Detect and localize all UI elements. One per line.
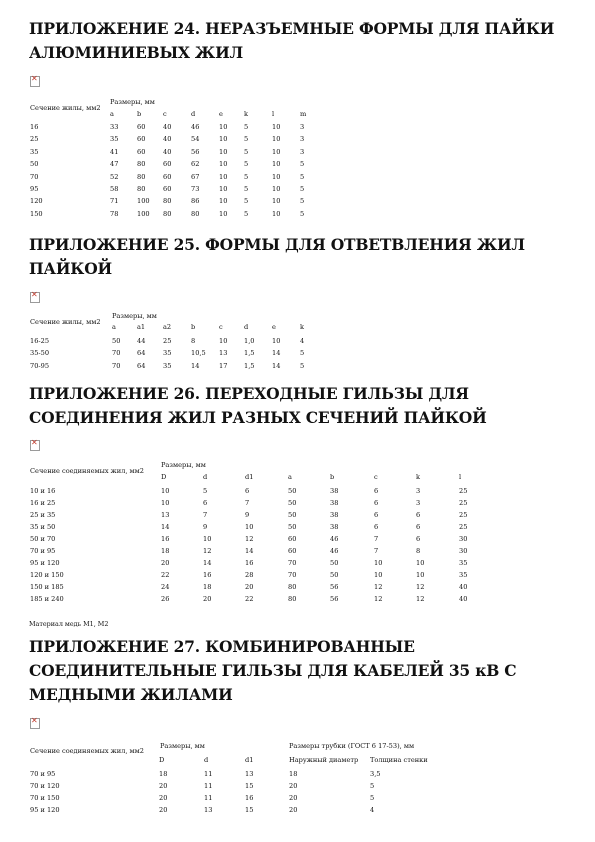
table-cell: 1,0 bbox=[244, 337, 255, 345]
table-cell: 13 bbox=[219, 349, 228, 358]
table-cell: 18 bbox=[289, 770, 298, 778]
table-column-header: d bbox=[244, 323, 249, 331]
table-cell: 10 bbox=[374, 559, 383, 567]
table-cell: 6 bbox=[374, 523, 379, 531]
table-cell: 80 bbox=[288, 595, 297, 603]
table-cell: 78 bbox=[110, 209, 119, 218]
table-cell: 24 bbox=[161, 583, 170, 591]
table-group-header: Размеры, мм bbox=[161, 461, 206, 469]
table-column-header: k bbox=[416, 473, 420, 481]
table-cell: 52 bbox=[110, 172, 119, 181]
table-cell: 40 bbox=[163, 135, 172, 144]
table-cell: 10 bbox=[272, 147, 281, 156]
table-cell: 38 bbox=[330, 499, 339, 507]
table-cell: 80 bbox=[137, 160, 146, 169]
table-column-header: m bbox=[300, 110, 307, 118]
table-group-header: Размеры трубки (ГОСТ 6 17-53), мм bbox=[289, 742, 415, 750]
table-cell: 35 bbox=[163, 361, 172, 370]
table-cell: 18 bbox=[203, 583, 212, 591]
table-cell: 50 bbox=[330, 559, 339, 567]
table-group-header: Размеры, мм bbox=[110, 98, 155, 106]
table-cell: 30 bbox=[459, 547, 468, 555]
table-row-label: 95 и 120 bbox=[30, 559, 60, 567]
table-cell: 60 bbox=[163, 160, 172, 169]
table-cell: 10 bbox=[374, 571, 383, 579]
table-cell: 35 bbox=[110, 135, 119, 144]
table-cell: 15 bbox=[245, 806, 254, 814]
table-cell: 20 bbox=[289, 794, 298, 802]
table-row-label: 16-25 bbox=[30, 337, 50, 345]
table-cell: 5 bbox=[244, 185, 249, 193]
table-column-header: a bbox=[112, 323, 116, 331]
table-cell: 12 bbox=[245, 535, 254, 543]
broken-image-icon bbox=[30, 76, 40, 87]
table-cell: 70 bbox=[112, 349, 121, 358]
table-cell: 70 bbox=[112, 361, 121, 370]
section-heading: ПАЙКОЙ bbox=[29, 259, 112, 278]
table-cell: 25 bbox=[163, 337, 172, 345]
table-column-header: l bbox=[459, 473, 462, 481]
table-cell: 11 bbox=[204, 782, 213, 790]
table-row-label: 150 bbox=[30, 209, 43, 218]
table-row-label-header: Сечение жилы, мм2 bbox=[30, 318, 101, 326]
table-cell: 38 bbox=[330, 511, 339, 519]
table-cell: 25 bbox=[459, 511, 468, 519]
broken-image-icon bbox=[30, 292, 40, 303]
table-cell: 5 bbox=[300, 160, 305, 169]
table-cell: 25 bbox=[459, 487, 468, 495]
broken-image-icon bbox=[30, 440, 40, 451]
table-column-header: a1 bbox=[137, 323, 146, 331]
table-cell: 10 bbox=[219, 172, 228, 181]
table-cell: 60 bbox=[288, 535, 297, 543]
table-cell: 9 bbox=[203, 523, 208, 531]
table-cell: 5 bbox=[244, 160, 249, 169]
table-group-header: Размеры, мм bbox=[160, 742, 205, 750]
table-cell: 5 bbox=[300, 209, 305, 218]
table-cell: 58 bbox=[110, 185, 119, 193]
table-cell: 10 bbox=[219, 337, 228, 345]
table-cell: 80 bbox=[163, 209, 172, 218]
table-cell: 16 bbox=[203, 571, 212, 579]
table-row-label-header: Сечение соединяемых жил, мм2 bbox=[30, 747, 144, 755]
table-cell: 10 bbox=[272, 172, 281, 181]
table-cell: 70 bbox=[288, 559, 297, 567]
table-cell: 5 bbox=[244, 172, 249, 181]
table-cell: 5 bbox=[370, 782, 375, 790]
table-cell: 41 bbox=[110, 147, 119, 156]
table-cell: 12 bbox=[374, 595, 383, 603]
table-cell: 5 bbox=[300, 185, 305, 193]
table-column-header: c bbox=[374, 473, 378, 481]
table-column-header: Наружный диаметр bbox=[289, 756, 359, 764]
table-column-header: k bbox=[244, 110, 248, 118]
table-cell: 35 bbox=[459, 571, 468, 579]
table-cell: 5 bbox=[244, 197, 249, 206]
table-cell: 5 bbox=[244, 135, 249, 144]
table-cell: 3 bbox=[416, 499, 421, 507]
table-column-header: e bbox=[272, 323, 276, 331]
table-cell: 4 bbox=[300, 337, 305, 345]
table-cell: 11 bbox=[204, 794, 213, 802]
table-cell: 14 bbox=[203, 559, 212, 567]
table-column-header: b bbox=[137, 110, 142, 118]
table-cell: 50 bbox=[330, 571, 339, 579]
table-cell: 10,5 bbox=[191, 349, 206, 358]
table-cell: 10 bbox=[416, 571, 425, 579]
table-cell: 33 bbox=[110, 123, 119, 131]
table-cell: 12 bbox=[416, 583, 425, 591]
table-column-header: D bbox=[159, 756, 165, 764]
table-cell: 60 bbox=[288, 547, 297, 555]
table-row-label: 10 и 16 bbox=[30, 487, 56, 495]
table-cell: 5 bbox=[203, 487, 208, 495]
table-cell: 10 bbox=[219, 209, 228, 218]
table-row-label: 35 и 50 bbox=[30, 523, 56, 531]
table-row-label: 35-50 bbox=[30, 349, 50, 358]
table-cell: 10 bbox=[272, 337, 281, 345]
table-cell: 38 bbox=[330, 523, 339, 531]
table-row-label: 70 и 95 bbox=[30, 770, 56, 778]
table-cell: 100 bbox=[137, 209, 150, 218]
table-column-header: d1 bbox=[245, 756, 254, 764]
table-column-header: D bbox=[161, 473, 167, 481]
table-cell: 56 bbox=[330, 595, 339, 603]
table-cell: 13 bbox=[204, 806, 213, 814]
table-cell: 60 bbox=[137, 123, 146, 131]
table-cell: 12 bbox=[374, 583, 383, 591]
table-row-label: 25 bbox=[30, 135, 39, 144]
table-cell: 38 bbox=[330, 487, 339, 495]
table-cell: 50 bbox=[288, 499, 297, 507]
table-cell: 16 bbox=[161, 535, 170, 543]
table-cell: 17 bbox=[219, 361, 228, 370]
table-row-label: 35 bbox=[30, 147, 39, 156]
table-cell: 25 bbox=[459, 523, 468, 531]
table-cell: 5 bbox=[244, 123, 249, 131]
table-cell: 3 bbox=[300, 123, 305, 131]
table-cell: 10 bbox=[272, 209, 281, 218]
table-row-label: 16 и 25 bbox=[30, 499, 56, 507]
table-cell: 70 bbox=[288, 571, 297, 579]
table-column-header: d bbox=[204, 756, 209, 764]
table-cell: 5 bbox=[370, 794, 375, 802]
table-cell: 10 bbox=[219, 197, 228, 206]
table-cell: 46 bbox=[191, 123, 200, 131]
table-cell: 26 bbox=[161, 595, 170, 603]
table-cell: 6 bbox=[374, 511, 379, 519]
table-cell: 20 bbox=[203, 595, 212, 603]
table-cell: 3 bbox=[300, 135, 305, 144]
table-cell: 5 bbox=[244, 147, 249, 156]
table-cell: 10 bbox=[161, 487, 170, 495]
table-cell: 60 bbox=[163, 172, 172, 181]
table-cell: 14 bbox=[161, 523, 170, 531]
table-cell: 64 bbox=[137, 349, 146, 358]
table-cell: 6 bbox=[245, 487, 250, 495]
table-cell: 14 bbox=[272, 361, 281, 370]
table-cell: 50 bbox=[112, 337, 121, 345]
table-cell: 6 bbox=[416, 523, 421, 531]
table-row-label: 70 bbox=[30, 172, 39, 181]
table-row-label: 16 bbox=[30, 123, 39, 131]
table-cell: 12 bbox=[416, 595, 425, 603]
table-cell: 10 bbox=[219, 185, 228, 193]
table-cell: 60 bbox=[137, 147, 146, 156]
table-cell: 40 bbox=[459, 595, 468, 603]
table-cell: 1,5 bbox=[244, 349, 255, 358]
table-row-label: 25 и 35 bbox=[30, 511, 56, 519]
table-cell: 54 bbox=[191, 135, 200, 144]
table-column-header: c bbox=[163, 110, 167, 118]
table-cell: 9 bbox=[245, 511, 250, 519]
table-cell: 22 bbox=[245, 595, 254, 603]
table-cell: 4 bbox=[370, 806, 375, 814]
table-cell: 6 bbox=[416, 535, 421, 543]
table-cell: 50 bbox=[288, 487, 297, 495]
table-column-header: a bbox=[288, 473, 292, 481]
table-cell: 10 bbox=[219, 135, 228, 144]
table-column-header: k bbox=[300, 323, 304, 331]
table-cell: 80 bbox=[191, 209, 200, 218]
table-cell: 35 bbox=[459, 559, 468, 567]
table-cell: 47 bbox=[110, 160, 119, 169]
table-cell: 20 bbox=[159, 794, 168, 802]
table-cell: 12 bbox=[203, 547, 212, 555]
table-cell: 10 bbox=[219, 123, 228, 131]
table-column-header: d1 bbox=[245, 473, 254, 481]
table-cell: 10 bbox=[161, 499, 170, 507]
table-column-header: d bbox=[203, 473, 208, 481]
table-cell: 73 bbox=[191, 185, 200, 193]
table-cell: 60 bbox=[163, 185, 172, 193]
table-row-label: 95 и 120 bbox=[30, 806, 60, 814]
table-cell: 40 bbox=[163, 147, 172, 156]
section-heading: ПРИЛОЖЕНИЕ 25. ФОРМЫ ДЛЯ ОТВЕТВЛЕНИЯ ЖИЛ bbox=[29, 235, 525, 254]
table-cell: 22 bbox=[161, 571, 170, 579]
table-cell: 10 bbox=[272, 123, 281, 131]
table-cell: 20 bbox=[245, 583, 254, 591]
table-cell: 3 bbox=[300, 147, 305, 156]
table-cell: 6 bbox=[203, 499, 208, 507]
table-cell: 18 bbox=[161, 547, 170, 555]
table-column-header: d bbox=[191, 110, 196, 118]
table-cell: 13 bbox=[161, 511, 170, 519]
table-column-header: Толщина стенки bbox=[370, 756, 428, 764]
table-cell: 46 bbox=[330, 535, 339, 543]
table-cell: 56 bbox=[191, 147, 200, 156]
table-cell: 16 bbox=[245, 559, 254, 567]
table-cell: 67 bbox=[191, 172, 200, 181]
material-note: Материал медь М1, М2 bbox=[29, 620, 109, 628]
table-cell: 10 bbox=[272, 185, 281, 193]
table-cell: 10 bbox=[219, 147, 228, 156]
table-row-label-header: Сечение соединяемых жил, мм2 bbox=[30, 467, 144, 475]
table-cell: 10 bbox=[272, 197, 281, 206]
table-cell: 20 bbox=[289, 806, 298, 814]
table-cell: 5 bbox=[244, 209, 249, 218]
table-cell: 25 bbox=[459, 499, 468, 507]
table-column-header: l bbox=[272, 110, 275, 118]
table-cell: 14 bbox=[191, 361, 200, 370]
table-cell: 16 bbox=[245, 794, 254, 802]
table-cell: 50 bbox=[288, 523, 297, 531]
table-column-header: a2 bbox=[163, 323, 172, 331]
table-cell: 86 bbox=[191, 197, 200, 206]
table-cell: 30 bbox=[459, 535, 468, 543]
table-cell: 56 bbox=[330, 583, 339, 591]
table-group-header: Размеры, мм bbox=[112, 312, 157, 320]
table-row-label: 50 bbox=[30, 160, 39, 169]
table-cell: 10 bbox=[219, 160, 228, 169]
broken-image-icon bbox=[30, 718, 40, 729]
table-cell: 3,5 bbox=[370, 770, 381, 778]
table-cell: 20 bbox=[159, 806, 168, 814]
table-cell: 100 bbox=[137, 197, 150, 206]
section-heading: МЕДНЫМИ ЖИЛАМИ bbox=[29, 685, 233, 704]
table-row-label: 70-95 bbox=[30, 361, 50, 370]
table-row-label: 95 bbox=[30, 185, 39, 193]
table-cell: 5 bbox=[300, 361, 305, 370]
table-cell: 20 bbox=[159, 782, 168, 790]
table-cell: 5 bbox=[300, 349, 305, 358]
table-cell: 1,5 bbox=[244, 361, 255, 370]
table-cell: 80 bbox=[288, 583, 297, 591]
table-cell: 14 bbox=[245, 547, 254, 555]
table-cell: 20 bbox=[289, 782, 298, 790]
table-cell: 8 bbox=[416, 547, 421, 555]
table-cell: 5 bbox=[300, 172, 305, 181]
table-cell: 64 bbox=[137, 361, 146, 370]
table-cell: 10 bbox=[203, 535, 212, 543]
table-cell: 15 bbox=[245, 782, 254, 790]
table-cell: 35 bbox=[163, 349, 172, 358]
section-heading: ПРИЛОЖЕНИЕ 24. НЕРАЗЪЕМНЫЕ ФОРМЫ ДЛЯ ПАЙКИ bbox=[29, 19, 555, 38]
table-cell: 6 bbox=[374, 487, 379, 495]
table-cell: 80 bbox=[137, 185, 146, 193]
table-cell: 11 bbox=[204, 770, 213, 778]
section-heading: АЛЮМИНИЕВЫХ ЖИЛ bbox=[29, 43, 244, 62]
table-cell: 10 bbox=[272, 160, 281, 169]
table-cell: 6 bbox=[374, 499, 379, 507]
table-cell: 8 bbox=[191, 337, 196, 345]
table-cell: 7 bbox=[374, 547, 379, 555]
table-cell: 10 bbox=[416, 559, 425, 567]
table-cell: 60 bbox=[137, 135, 146, 144]
section-heading: СОЕДИНИТЕЛЬНЫЕ ГИЛЬЗЫ ДЛЯ КАБЕЛЕЙ 35 кВ С bbox=[29, 661, 517, 680]
table-cell: 6 bbox=[416, 511, 421, 519]
table-cell: 20 bbox=[161, 559, 170, 567]
table-cell: 80 bbox=[163, 197, 172, 206]
table-column-header: b bbox=[191, 323, 196, 331]
section-heading: СОЕДИНЕНИЯ ЖИЛ РАЗНЫХ СЕЧЕНИЙ ПАЙКОЙ bbox=[29, 408, 487, 427]
table-cell: 71 bbox=[110, 197, 119, 206]
table-cell: 13 bbox=[245, 770, 254, 778]
table-row-label-header: Сечение жилы, мм2 bbox=[30, 104, 101, 112]
table-cell: 62 bbox=[191, 160, 200, 169]
table-row-label: 70 и 120 bbox=[30, 782, 60, 790]
table-column-header: e bbox=[219, 110, 223, 118]
section-heading: ПРИЛОЖЕНИЕ 27. КОМБИНИРОВАННЫЕ bbox=[29, 637, 415, 656]
table-cell: 18 bbox=[159, 770, 168, 778]
table-row-label: 150 и 185 bbox=[30, 583, 64, 591]
table-row-label: 70 и 150 bbox=[30, 794, 60, 802]
table-row-label: 120 bbox=[30, 197, 43, 206]
table-cell: 3 bbox=[416, 487, 421, 495]
table-cell: 50 bbox=[288, 511, 297, 519]
table-cell: 40 bbox=[163, 123, 172, 131]
table-cell: 46 bbox=[330, 547, 339, 555]
table-cell: 80 bbox=[137, 172, 146, 181]
table-column-header: c bbox=[219, 323, 223, 331]
table-cell: 7 bbox=[245, 499, 250, 507]
table-cell: 14 bbox=[272, 349, 281, 358]
table-cell: 44 bbox=[137, 337, 146, 345]
table-cell: 7 bbox=[203, 511, 208, 519]
table-row-label: 120 и 150 bbox=[30, 571, 64, 579]
table-column-header: b bbox=[330, 473, 335, 481]
table-cell: 5 bbox=[300, 197, 305, 206]
table-cell: 28 bbox=[245, 571, 254, 579]
table-column-header: a bbox=[110, 110, 114, 118]
table-cell: 10 bbox=[245, 523, 254, 531]
table-row-label: 50 и 70 bbox=[30, 535, 56, 543]
section-heading: ПРИЛОЖЕНИЕ 26. ПЕРЕХОДНЫЕ ГИЛЬЗЫ ДЛЯ bbox=[29, 384, 469, 403]
table-row-label: 70 и 95 bbox=[30, 547, 56, 555]
table-cell: 10 bbox=[272, 135, 281, 144]
table-cell: 7 bbox=[374, 535, 379, 543]
table-row-label: 185 и 240 bbox=[30, 595, 64, 603]
table-cell: 40 bbox=[459, 583, 468, 591]
